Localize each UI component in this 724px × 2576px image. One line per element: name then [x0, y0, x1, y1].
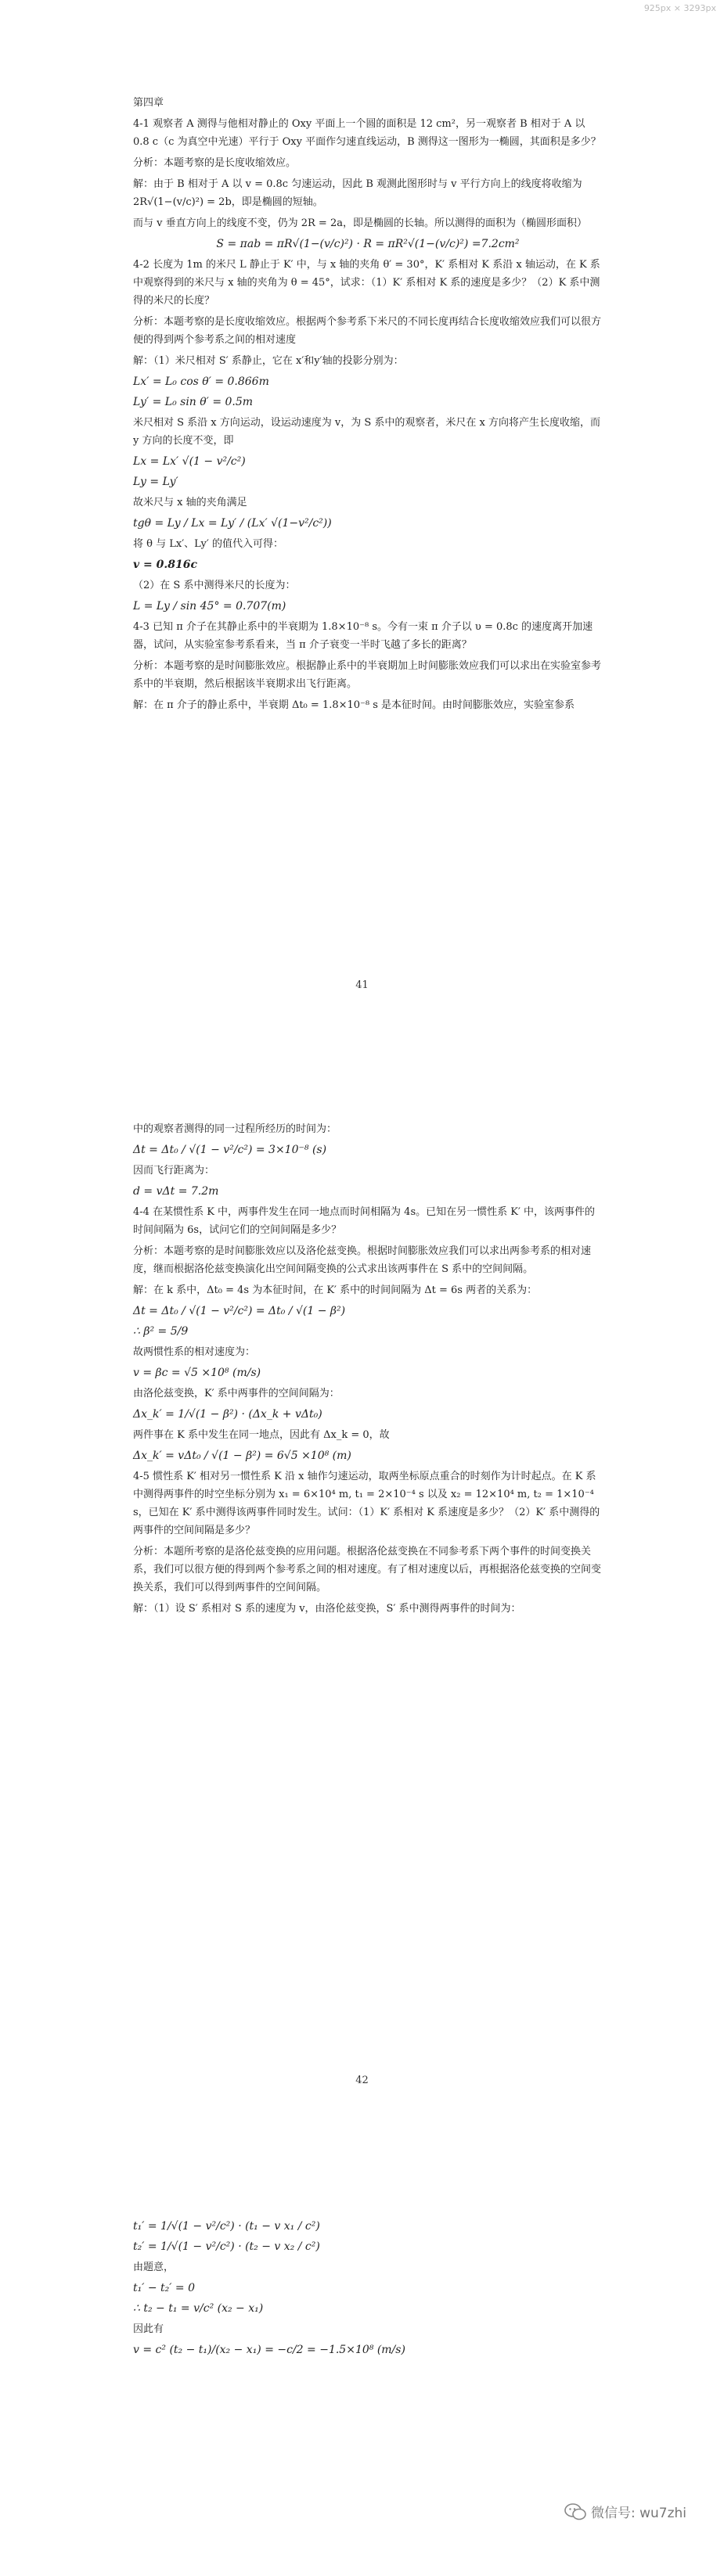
problem-4-3: 4-3 已知 π 介子在其静止系中的半衰期为 1.8×10⁻⁸ s。今有一束 π 介子以 υ = 0.8c 的速度离开加速器，试问，从实验室参考系看来，当 π 介子衰变一半时飞越了多长的距离？ — [133, 621, 593, 651]
formula-tg-theta: tgθ = Ly / Lx = Ly′ / (Lx′ √(1−v²/c²)) — [133, 517, 332, 530]
formula-t2-prime: t₂′ = 1/√(1 − v²/c²) · (t₂ − v x₂ / c²) — [133, 2240, 320, 2253]
wechat-icon — [564, 2503, 586, 2520]
analysis-4-4: 分析：本题考察的是时间膨胀效应以及洛伦兹变换。根据时间膨胀效应我们可以求出两参考系的相对速度，继而根据洛伦兹变换演化出空间间隔变换的公式求出该两事件在 S 系中的空间间隔。 — [133, 1245, 592, 1275]
wechat-watermark — [564, 2502, 686, 2521]
solution-4-3-b: 中的观察者测得的同一过程所经历的时间为： — [133, 1123, 337, 1135]
solution-4-2-a: 解：（1）米尺相对 S′ 系静止，它在 x′和y′轴的投影分别为： — [133, 355, 404, 367]
solution-4-4-c: 由洛伦兹变换，K′ 系中两事件的空间间隔为： — [133, 1388, 340, 1399]
formula-delta-t: Δt = Δt₀ / √(1 − v²/c²) = 3×10⁻⁸ (s) — [133, 1144, 327, 1156]
solution-4-2-c: 故米尺与 x 轴的夹角满足 — [133, 497, 247, 508]
problem-4-5: 4-5 惯性系 K′ 相对另一惯性系 K 沿 x 轴作匀速运动，取两坐标原点重合的时刻作为计时起点。在 K 系中测得两事件的时空坐标分别为 x₁ = 6×10⁴ m, t₁ = 2×10⁻⁴ s 以及 x₂ = 12×10⁴ m, t₂ = 1×10⁻⁴ s，已知在 K′ 系中测得该两事件同时发生。试问：（1）K′ 系相对 K 系速度是多少？（2）K′ 系中测得的两事件的空间间隔是多少？ — [133, 1471, 600, 1536]
formula-relative-velocity: v = βc = √5 ×10⁸ (m/s) — [133, 1367, 261, 1379]
formula-simultaneous: t₁′ − t₂′ = 0 — [133, 2282, 196, 2294]
document-page-41 — [133, 94, 603, 717]
solution-4-3-c: 因而飞行距离为： — [133, 1165, 215, 1177]
formula-ly-prime: Ly′ = L₀ sin θ′ = 0.5m — [133, 396, 254, 408]
solution-4-5-a: 解：（1）设 S′ 系相对 S 系的速度为 v，由洛伦兹变换，S′ 系中测得两事件的时间为： — [133, 1603, 521, 1615]
page-number: 41 — [355, 979, 369, 991]
formula-spatial-interval: Δx_k′ = vΔt₀ / √(1 − β²) = 6√5 ×10⁸ (m) — [133, 1450, 351, 1462]
solution-4-5-c: 因此有 — [133, 2323, 164, 2335]
solution-4-2-d: 将 θ 与 Lx′、Ly′ 的值代入可得： — [133, 538, 283, 550]
solution-4-1-a: 解：由于 B 相对于 A 以 v = 0.8c 匀速运动，因此 B 观测此图形时与 v 平行方向上的线度将收缩为 2R√(1−(v/c)²) = 2b，即是椭圆的短轴。 — [133, 178, 582, 208]
document-page-43 — [133, 2218, 603, 2362]
dimension-label: 925px × 3293px — [643, 3, 716, 13]
solution-4-1-b: 而与 v 垂直方向上的线度不变，仍为 2R = 2a，即是椭圆的长轴。所以测得的面积为（椭圆形面积） — [133, 217, 587, 229]
formula-lx: Lx = Lx′ √(1 − v²/c²) — [133, 455, 246, 468]
solution-4-2-e: （2）在 S 系中测得米尺的长度为： — [133, 580, 296, 591]
problem-4-2: 4-2 长度为 1m 的米尺 L 静止于 K′ 中，与 x 轴的夹角 θ′ = 30°，K′ 系相对 K 系沿 x 轴运动，在 K 系中观察得到的米尺与 x 轴的夹角为 θ = 45°，试求：（1）K′ 系相对 K 系的速度是多少？（2）K 系中测得的米尺的长度？ — [133, 259, 600, 307]
solution-4-4-a: 解：在 k 系中，Δt₀ = 4s 为本征时间，在 K′ 系中的时间间隔为 Δt = 6s 两者的关系为： — [133, 1284, 538, 1296]
solution-4-5-b: 由题意， — [133, 2262, 175, 2273]
chapter-title: 第四章 — [133, 97, 164, 109]
analysis-4-3: 分析：本题考察的是时间膨胀效应。根据静止系中的半衰期加上时间膨胀效应我们可以求出在实验室参考系中的半衰期，然后根据该半衰期求出飞行距离。 — [133, 660, 602, 690]
formula-distance: d = vΔt = 7.2m — [133, 1185, 219, 1198]
solution-4-4-b: 故两惯性系的相对速度为： — [133, 1346, 256, 1358]
formula-lorentz-x: Δx_k′ = 1/√(1 − β²) · (Δx_k + vΔt₀) — [133, 1408, 322, 1421]
formula-time-diff: ∴ t₂ − t₁ = v/c² (x₂ − x₁) — [133, 2302, 264, 2315]
formula-t1-prime: t₁′ = 1/√(1 − v²/c²) · (t₁ − v x₁ / c²) — [133, 2220, 320, 2233]
formula-length-result: L = Ly / sin 45° = 0.707(m) — [133, 600, 286, 613]
analysis-4-5: 分析：本题所考察的是洛伦兹变换的应用问题。根据洛伦兹变换在不同参考系下两个事件的时间变换关系，我们可以很方便的得到两个参考系之间的相对速度。有了相对速度以后，再根据洛伦兹变换的空间变换关系，我们可以得到两事件的空间间隔。 — [133, 1546, 602, 1593]
problem-4-1: 4-1 观察者 A 测得与他相对静止的 Oxy 平面上一个圆的面积是 12 cm²，另一观察者 B 相对于 A 以 0.8 c（c 为真空中光速）平行于 Oxy 平面作匀速直线运动，B 测得这一图形为一椭圆，其面积是多少？ — [133, 118, 601, 148]
formula-beta: ∴ β² = 5/9 — [133, 1325, 189, 1338]
document-page-42 — [133, 1120, 603, 1621]
formula-lx-prime: Lx′ = L₀ cos θ′ = 0.866m — [133, 375, 269, 388]
solution-4-4-d: 两件事在 K 系中发生在同一地点，因此有 Δx_k = 0，故 — [133, 1429, 390, 1441]
formula-time-dilation: Δt = Δt₀ / √(1 − v²/c²) = Δt₀ / √(1 − β²) — [133, 1305, 346, 1317]
analysis-4-2: 分析：本题考察的是长度收缩效应。根据两个参考系下米尺的不同长度再结合长度收缩效应我们可以很方便的得到两个参考系之间的相对速度 — [133, 316, 602, 346]
formula-ellipse-area: S = πab = πR√(1−(v/c)²) · R = πR²√(1−(v/c)²) =7.2cm² — [216, 238, 520, 250]
solution-4-3-a: 解：在 π 介子的静止系中，半衰期 Δt₀ = 1.8×10⁻⁸ s 是本征时间。由时间膨胀效应，实验室参系 — [133, 699, 575, 711]
analysis-4-1: 分析：本题考察的是长度收缩效应。 — [133, 157, 297, 169]
page-number: 42 — [355, 2075, 369, 2086]
formula-velocity-k-prime: v = c² (t₂ − t₁)/(x₂ − x₁) = −c/2 = −1.5×10⁸ (m/s) — [133, 2344, 405, 2356]
problem-4-4: 4-4 在某惯性系 K 中，两事件发生在同一地点而时间相隔为 4s。已知在另一惯性系 K′ 中，该两事件的时间间隔为 6s，试问它们的空间间隔是多少？ — [133, 1206, 596, 1236]
formula-velocity-result: v = 0.816c — [133, 559, 197, 571]
watermark-text: 微信号: wu7zhi — [590, 2506, 686, 2521]
formula-ly: Ly = Ly′ — [133, 476, 178, 488]
solution-4-2-b: 米尺相对 S 系沿 x 方向运动，设运动速度为 v，为 S 系中的观察者，米尺在 x 方向将产生长度收缩，而 y 方向的长度不变，即 — [133, 417, 601, 447]
